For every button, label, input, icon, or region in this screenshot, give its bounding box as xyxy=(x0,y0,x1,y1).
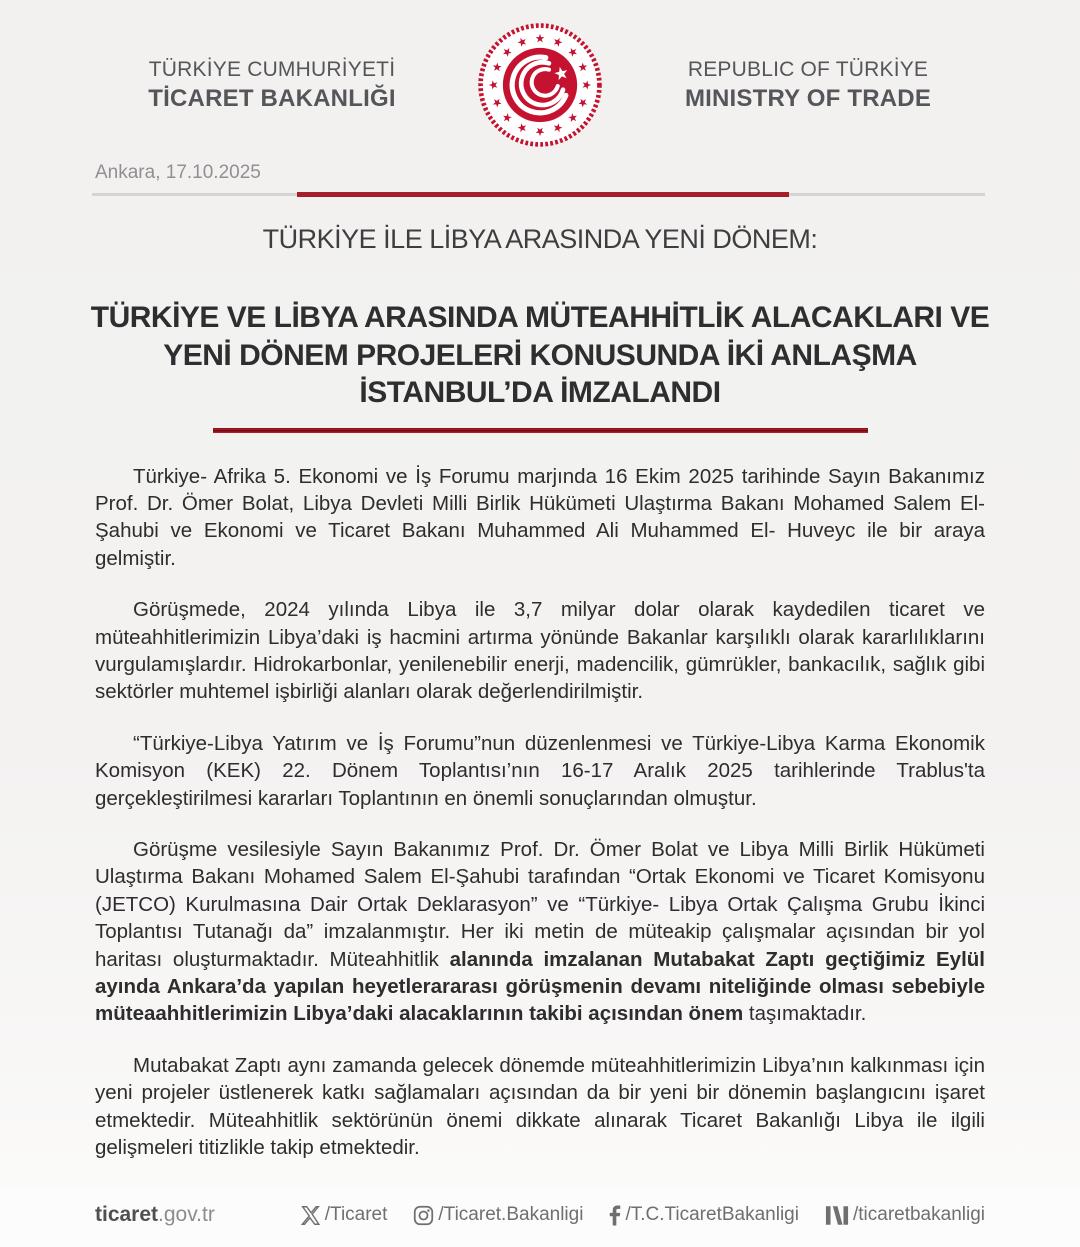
social-link-x[interactable] xyxy=(300,1204,388,1226)
instagram-handle: /Ticaret.Bakanligi xyxy=(438,1204,584,1225)
paragraph-4-bold: alanında imzalanan Mutabakat Zaptı geçtiğimiz Eylül ayında Ankara’da yapılan heyetlerararası görüşmenin devamı niteliğinde olması sebebiyle müteaahhitlerimizin Libya’daki alacaklarının takibi açısından önem xyxy=(95,947,985,1026)
header-divider xyxy=(92,192,985,198)
x-icon xyxy=(300,1205,321,1226)
org-name-english-line1: REPUBLIC OF TÜRKİYE xyxy=(687,57,929,81)
footer xyxy=(0,1189,1080,1247)
social-links xyxy=(300,1204,985,1226)
paragraph-4-regular: Görüşme vesilesiyle Sayın Bakanımız Prof. Dr. Ömer Bolat ve Libya Milli Birlik Hükümeti Ulaştırma Bakanı Mohamed Salem El-Şahubi tarafından “Ortak Ekonomi ve Ticaret Komisyonu (JETCO) Kurulmasına Dair Ortak Deklarasyon” ve “Türkiye- Libya Ortak Çalışma Grubu İkinci Toplantısı Tutanağı da” imzalanmıştır. Her iki metin de müteakip çalışmalar açısından bir yol haritası oluşturmaktadır. Müteahhitlik xyxy=(95,837,985,971)
social-link-nsosyal[interactable] xyxy=(825,1204,985,1226)
website-link-bold: ticaret xyxy=(95,1203,159,1226)
org-name-english xyxy=(643,58,973,113)
x-handle: /Ticaret xyxy=(324,1204,388,1225)
instagram-icon xyxy=(413,1205,434,1226)
ministry-of-trade-emblem-icon xyxy=(475,20,605,150)
social-link-facebook[interactable] xyxy=(609,1204,799,1226)
website-link[interactable] xyxy=(95,1203,215,1227)
header xyxy=(0,0,1080,150)
facebook-icon xyxy=(609,1205,621,1226)
dateline: Ankara, 17.10.2025 xyxy=(95,162,261,183)
headline: TÜRKİYE VE LİBYA ARASINDA MÜTEAHHİTLİK ALACAKLARI VE YENİ DÖNEM PROJELERİ KONUSUNDA İKİ ANLAŞMA İSTANBUL’DA İMZALANDI xyxy=(90,301,990,409)
headline-underline xyxy=(213,428,868,433)
paragraph-4-regular-end: taşımaktadır. xyxy=(743,1002,867,1026)
org-name-english-line2: MINISTRY OF TRADE xyxy=(684,84,932,112)
paragraph-5: Mutabakat Zaptı aynı zamanda gelecek dönemde müteahhitlerimizin Libya’nın kalkınması için yeni projeler üstlenerek katkı sağlamaları açısından da bir yeni bir dönemin başlangıcını işaret etmektedir. Müteahhitlik sektörünün önemi dikkate alınarak Ticaret Bakanlığı Libya ile ilgili gelişmeleri titizlikle takip etmektedir. xyxy=(95,1053,985,1160)
nsosyal-icon xyxy=(825,1205,849,1226)
paragraph-4 xyxy=(95,836,985,1028)
website-link-rest: .gov.tr xyxy=(158,1203,215,1226)
paragraph-3: “Türkiye-Libya Yatırım ve İş Forumu”nun düzenlenmesi ve Türkiye-Libya Karma Ekonomik Komisyon (KEK) 22. Dönem Toplantısı’nın 16-17 Aralık 2025 tarihlerinde Trablus'ta gerçekleştirilmesi kararları Toplantının en önemli sonuçlarından olmuştur. xyxy=(95,731,985,810)
org-name-turkish xyxy=(107,58,437,113)
paragraph-2: Görüşmede, 2024 yılında Libya ile 3,7 milyar dolar olarak kaydedilen ticaret ve müteahhitlerimizin Libya’daki iş hacmini artırma yönünde Bakanlar karşılıklı olarak kararlılıklarını vurgulamışlardır. Hidrokarbonlar, yenilenebilir enerji, madencilik, gümrükler, bankacılık, sağlık gibi sektörler muhtemel işbirliği alanları olarak değerlendirilmiştir. xyxy=(95,598,985,704)
facebook-handle: /T.C.TicaretBakanligi xyxy=(625,1204,799,1225)
press-release-body xyxy=(95,463,985,1162)
social-link-instagram[interactable] xyxy=(413,1204,583,1226)
nsosyal-handle: /ticaretbakanligi xyxy=(852,1204,985,1225)
org-name-turkish-line1: TÜRKİYE CUMHURİYETİ xyxy=(148,57,396,81)
header-divider-red xyxy=(297,192,788,197)
paragraph-1: Türkiye- Afrika 5. Ekonomi ve İş Forumu marjında 16 Ekim 2025 tarihinde Sayın Bakanımız Prof. Dr. Ömer Bolat, Libya Devleti Milli Birlik Hükümeti Ulaştırma Bakanı Mohamed Salem El- Şahubi ve Ekonomi ve Ticaret Bakanı Muhammed Ali Muhammed El- Huveyc ile bir araya gelmiştir. xyxy=(95,464,985,570)
org-name-turkish-line2: TİCARET BAKANLIĞI xyxy=(148,84,396,112)
kicker-title: TÜRKİYE İLE LİBYA ARASINDA YENİ DÖNEM: xyxy=(262,224,818,254)
